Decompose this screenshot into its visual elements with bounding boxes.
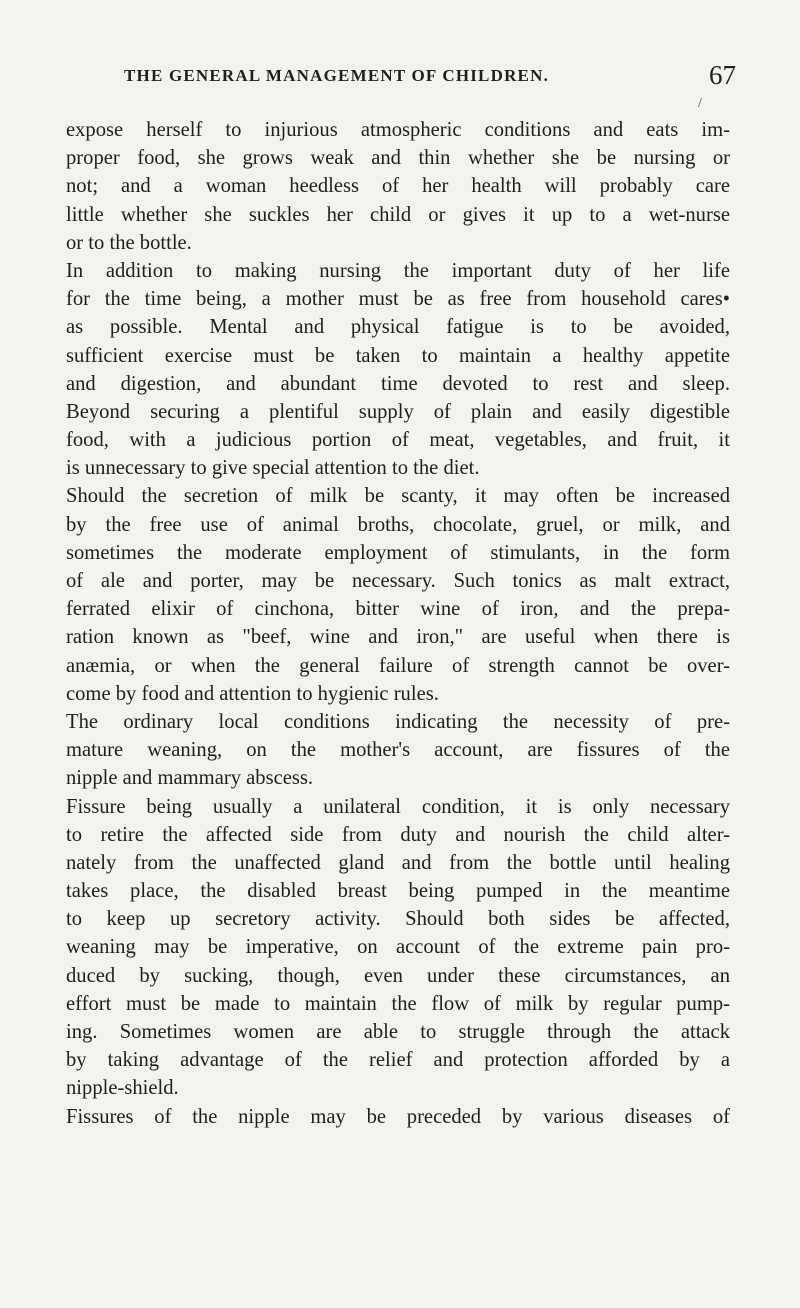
- text-line: effort must be made to maintain the flow of milk by regular pump-: [66, 992, 730, 1015]
- text-line: proper food, she grows weak and thin whether she be nursing or: [66, 147, 730, 170]
- text-line: weaning may be imperative, on account of the extreme pain pro-: [66, 936, 730, 959]
- text-line: The ordinary local conditions indicating the necessity of pre-: [66, 710, 730, 733]
- text-line: ing. Sometimes women are able to struggle through the attack: [66, 1021, 730, 1043]
- text-line: as possible. Mental and physical fatigue is to be avoided,: [66, 316, 730, 339]
- text-line: and digestion, and abundant time devoted to rest and sleep.: [66, 372, 730, 395]
- text-line: food, with a judicious portion of meat, vegetables, and fruit, it: [66, 429, 730, 452]
- text-line: to retire the affected side from duty and nourish the child alter-: [66, 823, 730, 846]
- print-mark: /: [698, 96, 702, 111]
- text-line: Beyond securing a plentiful supply of plain and easily digestible: [66, 400, 730, 423]
- text-line: come by food and attention to hygienic rules.: [66, 682, 439, 705]
- text-line: nately from the unaffected gland and from the bottle until healing: [66, 851, 730, 874]
- chapter-title: THE GENERAL MANAGEMENT OF CHILDREN.: [124, 66, 550, 85]
- text-line: for the time being, a mother must be as free from household cares•: [66, 288, 730, 311]
- text-line: to keep up secretory activity. Should both sides be affected,: [66, 908, 730, 931]
- text-line: Fissures of the nipple may be preceded by various diseases of: [66, 1105, 730, 1128]
- text-line: nipple-shield.: [66, 1077, 179, 1100]
- text-line: or to the bottle.: [66, 231, 192, 254]
- text-line: duced by sucking, though, even under these circumstances, an: [66, 964, 730, 987]
- running-header: [124, 60, 736, 92]
- text-line: sufficient exercise must be taken to maintain a healthy appetite: [66, 344, 730, 367]
- text-line: little whether she suckles her child or gives it up to a wet-nurse: [66, 203, 730, 226]
- text-line: not; and a woman heedless of her health will probably care: [66, 175, 730, 198]
- text-line: Fissure being usually a unilateral condition, it is only necessary: [66, 795, 730, 818]
- text-line: by taking advantage of the relief and protection afforded by a: [66, 1049, 730, 1072]
- text-line: anæmia, or when the general failure of strength cannot be over-: [66, 654, 730, 677]
- text-line: expose herself to injurious atmospheric conditions and eats im-: [66, 119, 730, 141]
- text-line: is unnecessary to give special attention to the diet.: [66, 457, 480, 480]
- page-number: 67: [709, 60, 736, 90]
- text-line: takes place, the disabled breast being pumped in the meantime: [66, 880, 730, 903]
- text-line: In addition to making nursing the important duty of her life: [66, 259, 730, 282]
- text-line: by the free use of animal broths, chocolate, gruel, or milk, and: [66, 513, 730, 536]
- text-line: mature weaning, on the mother's account, are fissures of the: [66, 739, 730, 762]
- text-line: nipple and mammary abscess.: [66, 767, 314, 790]
- text-line: sometimes the moderate employment of stimulants, in the form: [66, 541, 730, 564]
- text-line: ferrated elixir of cinchona, bitter wine of iron, and the prepa-: [66, 598, 730, 621]
- text-line: Should the secretion of milk be scanty, it may often be increased: [66, 485, 730, 508]
- body-text: [66, 116, 730, 1131]
- text-line: ration known as "beef, wine and iron," are useful when there is: [66, 626, 730, 649]
- text-line: of ale and porter, may be necessary. Such tonics as malt extract,: [66, 570, 730, 592]
